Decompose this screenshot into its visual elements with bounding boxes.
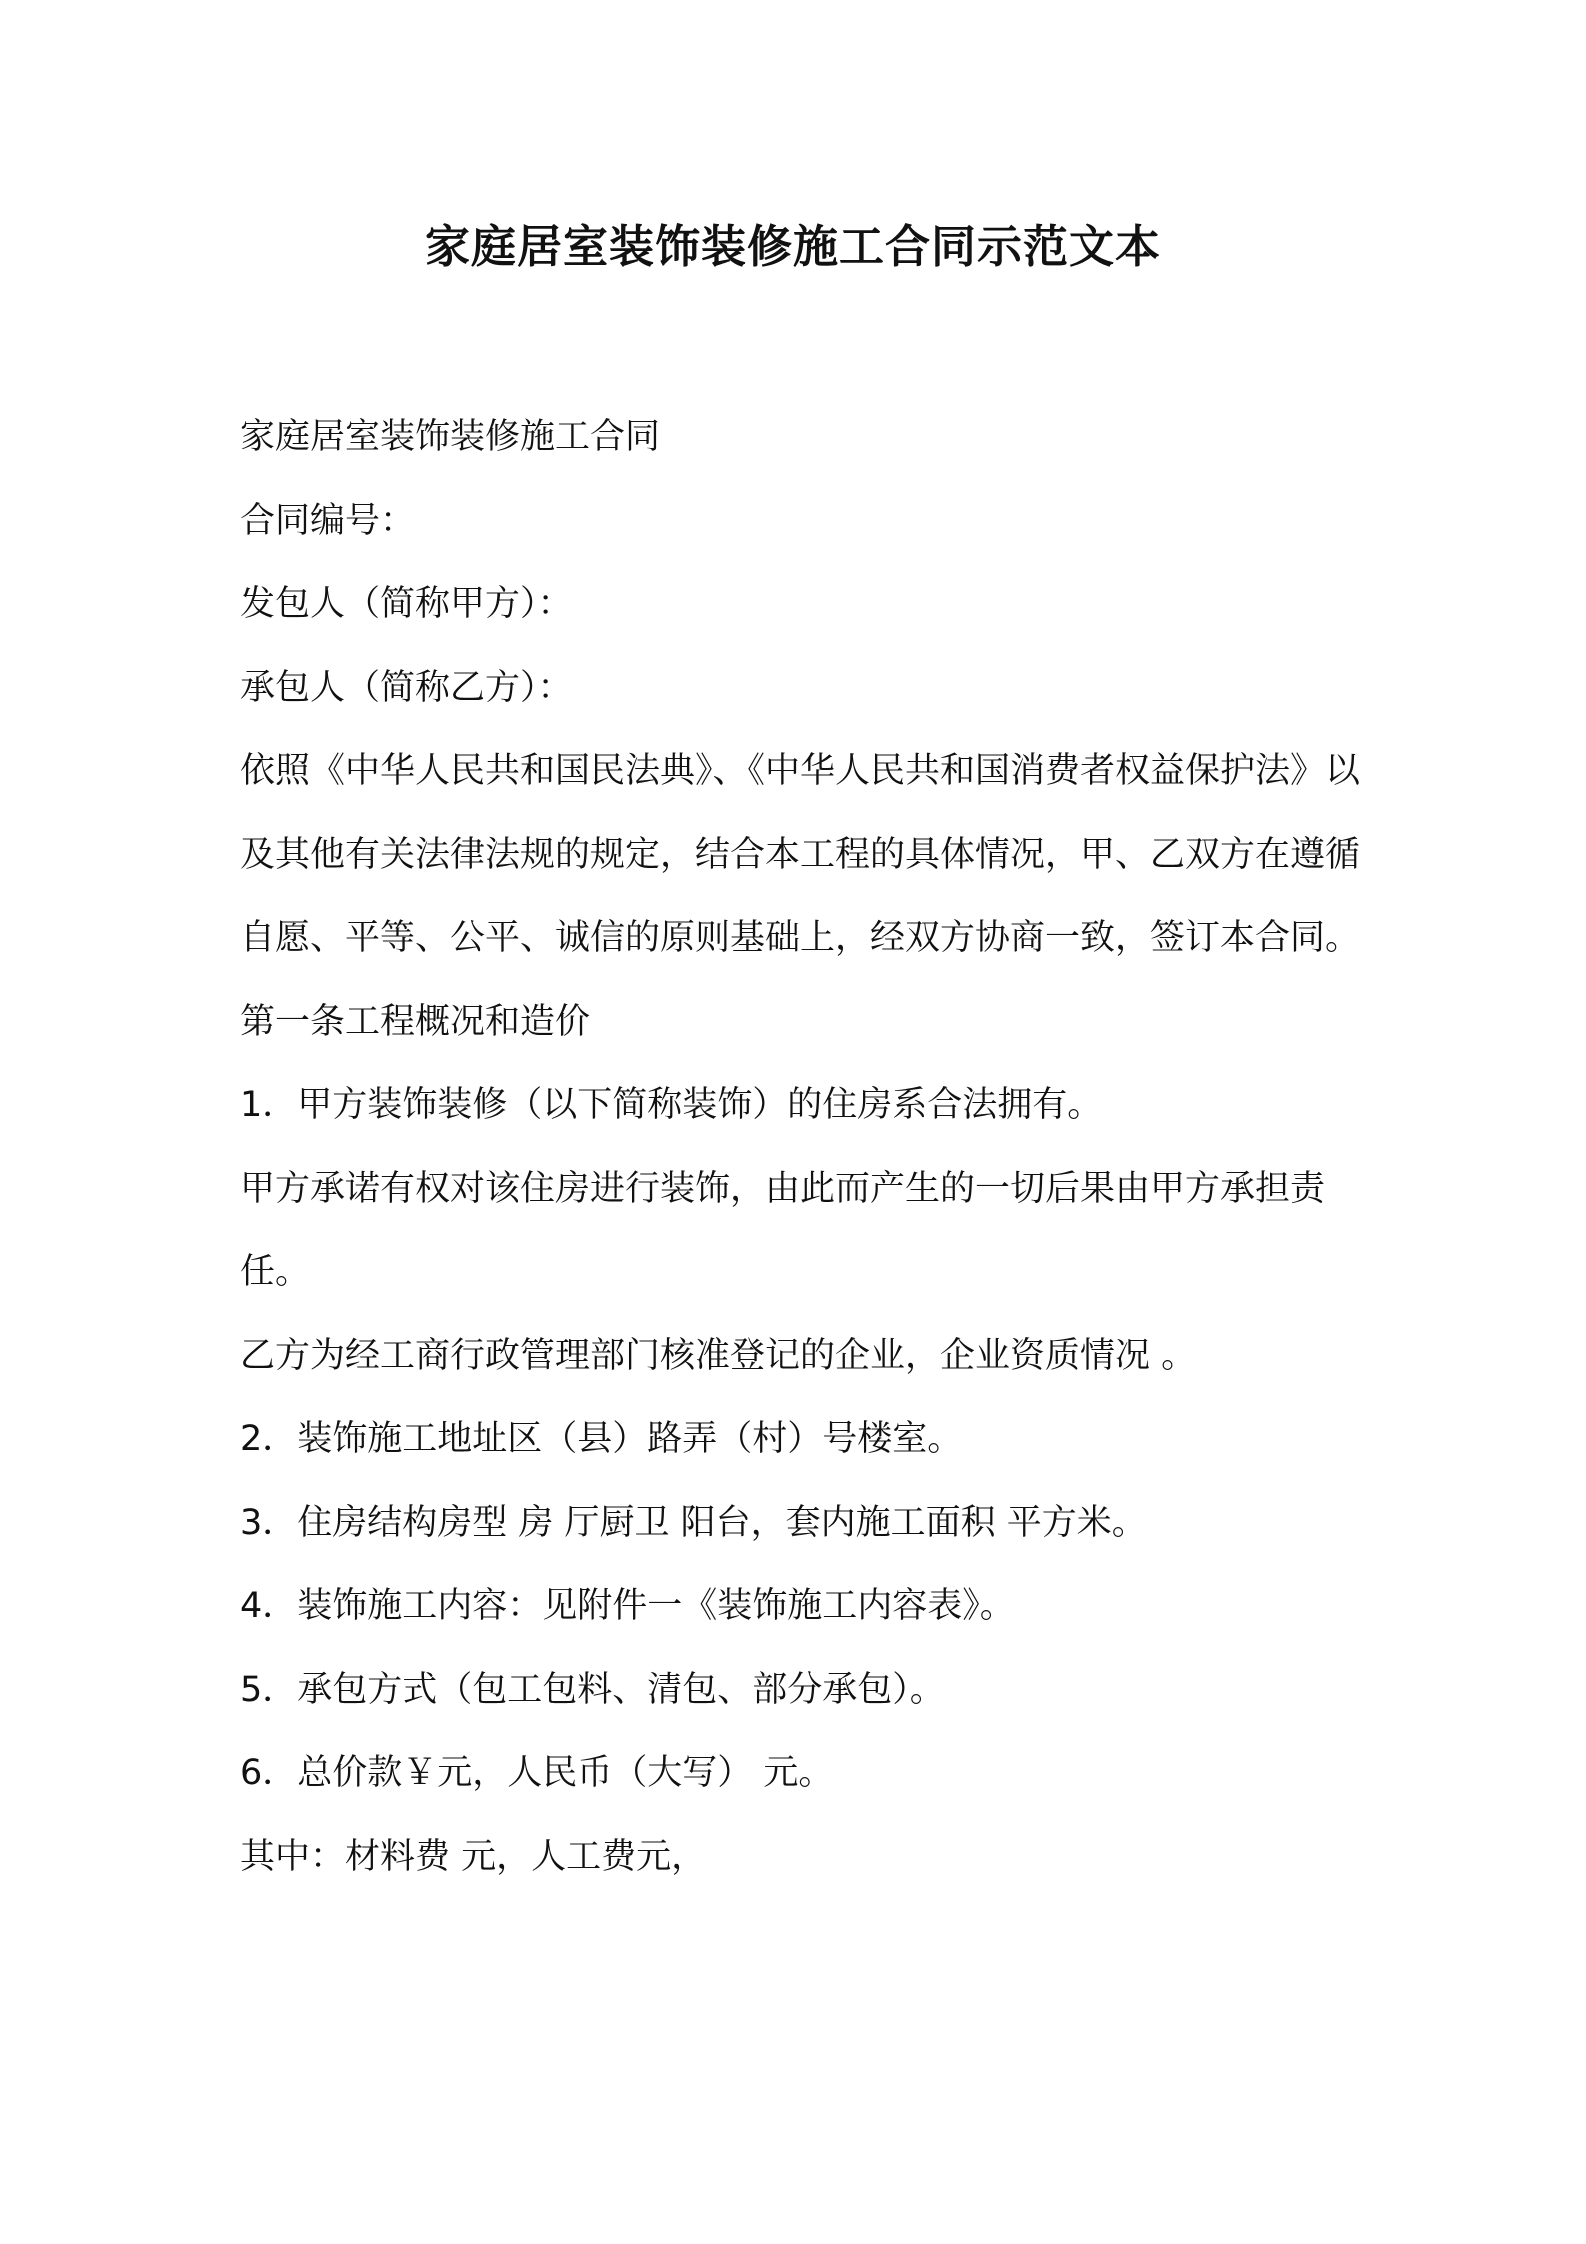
document-body bbox=[240, 396, 1360, 1899]
clause-1: 1．甲方装饰装修（以下简称装饰）的住房系合法拥有。 bbox=[240, 1085, 1103, 1125]
clause-5: 5．承包方式（包工包料、清包、部分承包）。 bbox=[240, 1669, 945, 1710]
party-a-commitment: 甲方承诺有权对该住房进行装饰，由此而产生的一切后果由甲方承担责任。 bbox=[240, 1168, 1326, 1292]
party-b-qualification: 乙方为经工商行政管理部门核准登记的企业，企业资质情况 。 bbox=[240, 1335, 1197, 1376]
document-title: 家庭居室装饰装修施工合同示范文本 bbox=[424, 220, 1161, 273]
contract-heading: 家庭居室装饰装修施工合同 bbox=[240, 417, 661, 457]
contract-number-field: 合同编号： bbox=[240, 500, 416, 541]
clause-2: 2．装饰施工地址区（县）路弄（村）号楼室。 bbox=[240, 1419, 963, 1459]
party-b-field: 承包人（简称乙方）： bbox=[240, 667, 573, 708]
preamble-paragraph: 依照《中华人民共和国民法典》、《中华人民共和国消费者权益保护法》以及其他有关法律法规的规定，结合本工程的具体情况，甲、乙双方在遵循自愿、平等、公平、诚信的原则基础上，经双方协商一致，签订本合同。 bbox=[240, 751, 1361, 958]
party-a-field: 发包人（简称甲方）： bbox=[240, 584, 573, 624]
cost-breakdown: 其中：材料费 元，人工费元， bbox=[240, 1836, 707, 1877]
clause-4: 4．装饰施工内容：见附件一《装饰施工内容表》。 bbox=[240, 1586, 1015, 1626]
clause-6: 6．总价款￥元，人民币（大写） 元。 bbox=[240, 1753, 834, 1793]
article-one-heading: 第一条工程概况和造价 bbox=[240, 1001, 591, 1042]
clause-3: 3．住房结构房型 房 厅厨卫 阳台，套内施工面积 平方米。 bbox=[240, 1502, 1147, 1543]
